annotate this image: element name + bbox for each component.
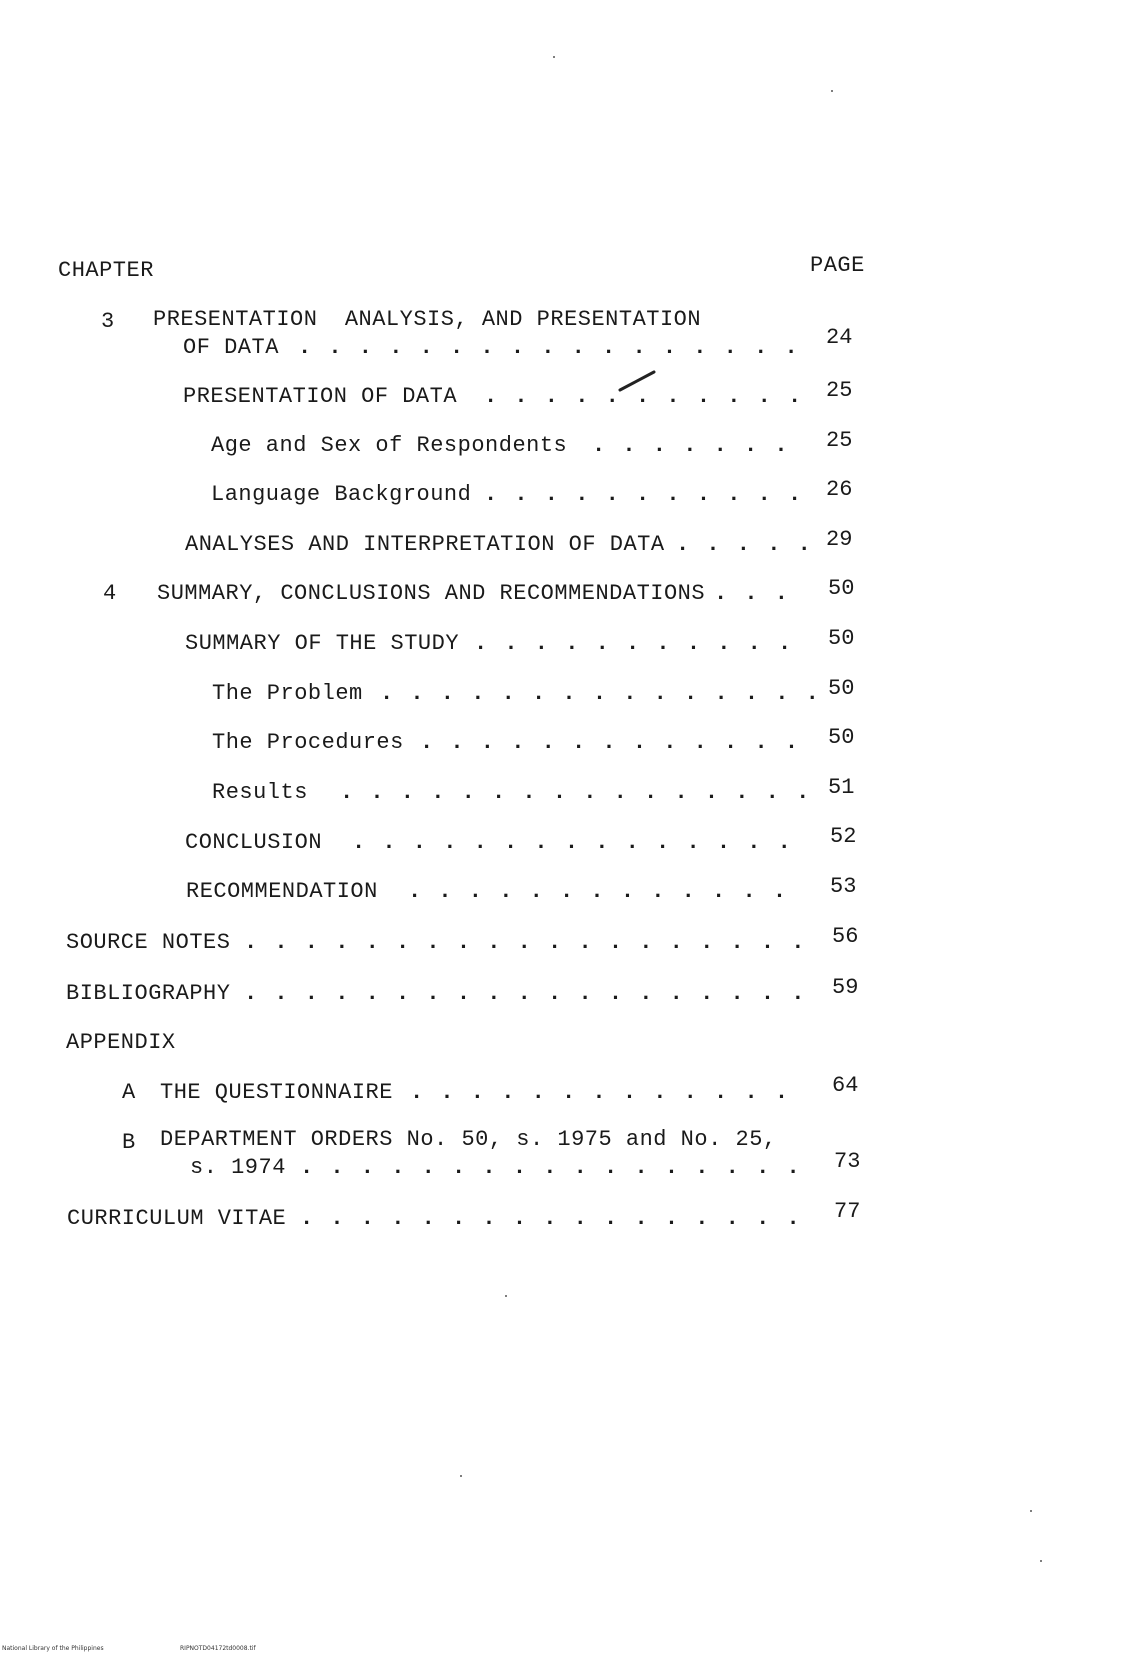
leader-dots <box>380 681 820 707</box>
page-header: PAGE <box>810 253 865 278</box>
page-number: 29 <box>826 527 853 552</box>
scan-speck <box>460 1475 462 1477</box>
scan-speck <box>1040 1560 1042 1562</box>
leader-dots <box>484 482 806 508</box>
leader-dots <box>244 930 806 956</box>
page-number: 50 <box>828 626 855 651</box>
toc-entry-title: SUMMARY OF THE STUDY <box>185 631 460 656</box>
page-number: 77 <box>834 1199 861 1224</box>
appendix-heading: APPENDIX <box>66 1030 176 1055</box>
appendix-letter: B <box>122 1130 136 1155</box>
page-number: 24 <box>826 325 853 350</box>
chapter-header: CHAPTER <box>58 258 154 283</box>
leader-dots <box>244 981 806 1007</box>
page-number: 59 <box>832 975 859 1000</box>
toc-entry-title: SUMMARY, CONCLUSIONS AND RECOMMENDATIONS <box>157 581 706 606</box>
leader-dots <box>410 1080 806 1106</box>
toc-entry-title: CONCLUSION <box>185 830 323 855</box>
page-number: 51 <box>828 775 855 800</box>
scan-speck <box>505 1295 507 1297</box>
appendix-letter: A <box>122 1080 136 1105</box>
toc-entry-title: THE QUESTIONNAIRE <box>160 1080 393 1105</box>
toc-entry-title: RECOMMENDATION <box>186 879 378 904</box>
leader-dots <box>340 780 820 806</box>
leader-dots <box>676 532 806 558</box>
page-number: 25 <box>826 378 853 403</box>
page-number: 26 <box>826 477 853 502</box>
leader-dots <box>298 335 806 361</box>
pen-mark <box>618 368 658 394</box>
toc-entry-title: PRESENTATION ANALYSIS, AND PRESENTATION <box>153 307 702 332</box>
toc-entry-title: The Procedures <box>212 730 404 755</box>
toc-entry-title: Age and Sex of Respondents <box>211 433 568 458</box>
toc-entry-title: The Problem <box>212 681 363 706</box>
page-number: 25 <box>826 428 853 453</box>
leader-dots <box>408 879 806 905</box>
toc-entry-title: PRESENTATION OF DATA <box>183 384 458 409</box>
toc-entry-title: Results <box>212 780 308 805</box>
page-number: 64 <box>832 1073 859 1098</box>
leader-dots <box>592 433 806 459</box>
toc-entry-title: CURRICULUM VITAE <box>67 1206 287 1231</box>
footer-library: National Library of the Philippines <box>2 1645 104 1652</box>
scan-speck <box>553 56 555 58</box>
page-number: 50 <box>828 676 855 701</box>
leader-dots <box>420 730 806 756</box>
leader-dots <box>300 1206 812 1232</box>
scan-speck <box>1030 1510 1032 1512</box>
toc-entry-title-cont: s. 1974 <box>190 1155 286 1180</box>
toc-entry-title: BIBLIOGRAPHY <box>66 981 231 1006</box>
page-number: 73 <box>834 1149 861 1174</box>
page-number: 50 <box>828 576 855 601</box>
leader-dots <box>300 1155 812 1181</box>
toc-entry-title: ANALYSES AND INTERPRETATION OF DATA <box>185 532 665 557</box>
leader-dots <box>474 631 806 657</box>
toc-entry-title-cont: OF DATA <box>183 335 279 360</box>
page-number: 56 <box>832 924 859 949</box>
chapter-number: 3 <box>101 309 115 334</box>
leader-dots <box>352 830 806 856</box>
page-number: 53 <box>830 874 857 899</box>
scan-speck <box>831 90 833 92</box>
toc-entry-title: SOURCE NOTES <box>66 930 231 955</box>
toc-entry-title: Language Background <box>211 482 472 507</box>
page-number: 52 <box>830 824 857 849</box>
page-number: 50 <box>828 725 855 750</box>
footer-filename: RIPNOTD04172td0008.tif <box>180 1645 256 1652</box>
chapter-number: 4 <box>103 581 117 606</box>
toc-entry-title: DEPARTMENT ORDERS No. 50, s. 1975 and No. 25, <box>160 1127 777 1152</box>
leader-dots <box>714 581 798 607</box>
